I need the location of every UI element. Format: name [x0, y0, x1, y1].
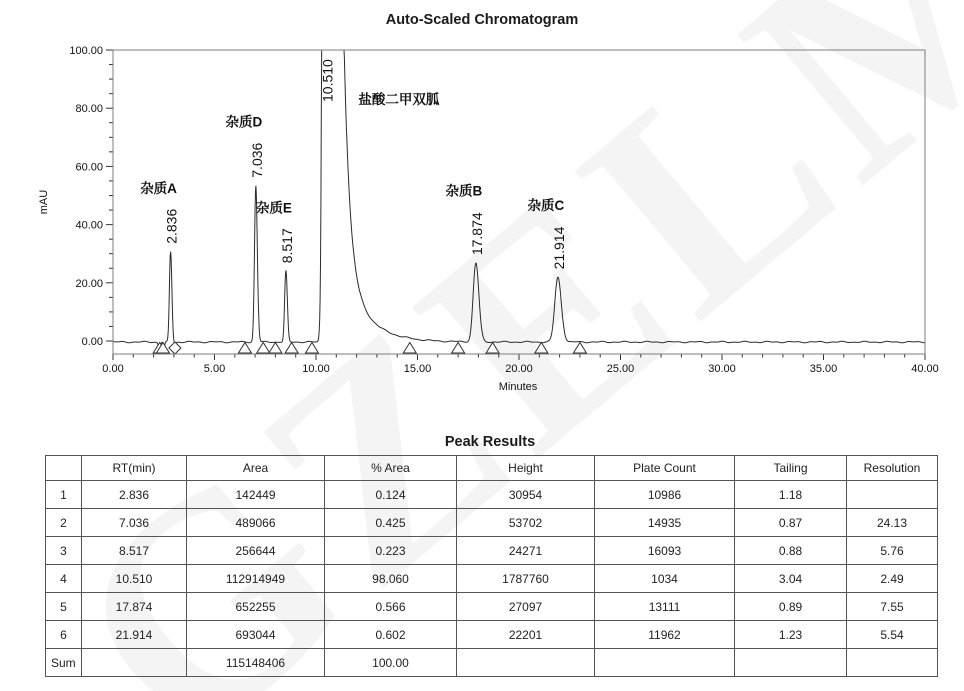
y-tick-label: 60.00: [75, 161, 103, 174]
table-cell: 11962: [595, 621, 735, 649]
table-cell: 98.060: [325, 565, 457, 593]
table-cell: 8.517: [82, 537, 187, 565]
table-cell: 3: [46, 537, 82, 565]
table-cell: 0.88: [735, 537, 847, 565]
table-cell: 2: [46, 509, 82, 537]
table-cell: 13111: [595, 593, 735, 621]
table-cell: [847, 481, 938, 509]
table-cell: 0.602: [325, 621, 457, 649]
table-header-cell: Area: [187, 456, 325, 481]
table-cell: 27097: [457, 593, 595, 621]
peak-name-annotation: 杂质D: [225, 114, 263, 130]
peak-rt-annotation: 17.874: [468, 212, 485, 256]
integration-triangle-marker: [486, 343, 499, 354]
table-cell: 7.55: [847, 593, 938, 621]
table-cell: [457, 649, 595, 677]
table-cell: 1034: [595, 565, 735, 593]
table-header-cell: [46, 456, 82, 481]
table-cell: 10.510: [82, 565, 187, 593]
integration-triangle-marker: [238, 343, 251, 354]
table-cell: 14935: [595, 509, 735, 537]
y-tick-label: 100.00: [69, 45, 103, 57]
table-cell: 22201: [457, 621, 595, 649]
table-cell: 115148406: [187, 649, 325, 677]
integration-triangle-marker: [257, 343, 270, 354]
table-header-cell: RT(min): [82, 456, 187, 481]
table-cell: 2.49: [847, 565, 938, 593]
table-cell: [82, 649, 187, 677]
x-tick-label: 25.00: [606, 363, 635, 375]
table-cell: [595, 649, 735, 677]
y-axis-label: mAU: [38, 189, 50, 215]
table-cell: 0.223: [325, 537, 457, 565]
y-tick-label: 80.00: [75, 103, 103, 116]
table-cell: 24.13: [847, 509, 938, 537]
table-cell: 5.54: [847, 621, 938, 649]
integration-triangle-marker: [452, 343, 465, 354]
table-cell: 10986: [595, 481, 735, 509]
integration-triangle-marker: [403, 343, 416, 354]
integration-triangle-marker: [269, 343, 282, 354]
peak-rt-annotation: 21.914: [550, 226, 567, 270]
table-cell: 0.89: [735, 593, 847, 621]
table-header-cell: Plate Count: [595, 456, 735, 481]
table-cell: 0.124: [325, 481, 457, 509]
table-header-row: [46, 456, 938, 481]
peak-rt-annotation: 7.036: [248, 142, 265, 178]
table-cell: 1.23: [735, 621, 847, 649]
peak-name-annotation: 盐酸二甲双胍: [358, 92, 440, 107]
table-cell: 0.566: [325, 593, 457, 621]
table-header-cell: Tailing: [735, 456, 847, 481]
x-tick-label: 10.00: [302, 363, 330, 375]
x-tick-label: 40.00: [911, 363, 939, 375]
table-cell: 16093: [595, 537, 735, 565]
table-cell: 652255: [187, 593, 325, 621]
table-row: [46, 509, 938, 537]
table-cell: 100.00: [325, 649, 457, 677]
table-cell: 112914949: [187, 565, 325, 593]
table-cell: 3.04: [735, 565, 847, 593]
peak-name-annotation: 杂质A: [140, 180, 177, 196]
peak-rt-annotation: 8.517: [278, 228, 295, 264]
y-tick-label: 40.00: [75, 219, 103, 232]
table-cell: 0.87: [735, 509, 847, 537]
x-tick-label: 30.00: [708, 363, 736, 375]
peak-rt-annotation: 2.836: [163, 208, 180, 244]
table-cell: [735, 649, 847, 677]
table-cell: 142449: [187, 481, 325, 509]
table-cell: 24271: [457, 537, 595, 565]
peak-results-table: [45, 455, 938, 677]
table-cell: 1.18: [735, 481, 847, 509]
chart-title: Auto-Scaled Chromatogram: [385, 12, 579, 28]
table-header-cell: % Area: [325, 456, 457, 481]
table-cell: 1787760: [457, 565, 595, 593]
table-cell: 17.874: [82, 593, 187, 621]
integration-diamond-marker: [169, 342, 181, 354]
x-tick-label: 20.00: [505, 363, 533, 375]
table-row: [46, 565, 938, 593]
table-cell: 5.76: [847, 537, 938, 565]
table-row: [46, 481, 938, 509]
x-tick-label: 5.00: [203, 363, 226, 375]
peak-name-annotation: 杂质E: [255, 200, 292, 216]
table-header-cell: Resolution: [847, 456, 938, 481]
y-tick-label: 20.00: [75, 277, 103, 290]
table-cell: [847, 649, 938, 677]
table-header-cell: Height: [457, 456, 595, 481]
table-cell: 693044: [187, 621, 325, 649]
x-tick-label: 35.00: [809, 363, 838, 375]
chromatogram-trace: [113, 50, 925, 348]
peak-name-annotation: 杂质C: [527, 197, 565, 213]
table-cell: 5: [46, 593, 82, 621]
table-cell: 21.914: [82, 621, 187, 649]
table-cell: 4: [46, 565, 82, 593]
peak-results-section: [45, 455, 938, 677]
x-tick-label: 15.00: [403, 363, 432, 375]
table-row: [46, 621, 938, 649]
peak-name-annotation: 杂质B: [445, 183, 483, 199]
plot-border: [113, 50, 925, 354]
integration-triangle-marker: [285, 343, 298, 354]
table-row: [46, 593, 938, 621]
table-cell: 2.836: [82, 481, 187, 509]
integration-triangle-marker: [305, 343, 318, 354]
y-tick-label: 0.00: [81, 336, 103, 348]
table-cell: 53702: [457, 509, 595, 537]
table-cell: 489066: [187, 509, 325, 537]
integration-triangle-marker: [535, 343, 548, 354]
table-cell: 30954: [457, 481, 595, 509]
table-cell: 0.425: [325, 509, 457, 537]
table-row: [46, 649, 938, 677]
table-cell: 1: [46, 481, 82, 509]
x-tick-label: 0.00: [102, 363, 124, 375]
table-cell: 256644: [187, 537, 325, 565]
integration-triangle-marker: [573, 343, 586, 354]
table-cell: 7.036: [82, 509, 187, 537]
table-cell: Sum: [46, 649, 82, 677]
table-title: Peak Results: [444, 434, 536, 450]
table-cell: 6: [46, 621, 82, 649]
peak-rt-annotation: 10.510: [319, 59, 336, 102]
table-row: [46, 537, 938, 565]
x-axis-label: Minutes: [498, 381, 538, 393]
